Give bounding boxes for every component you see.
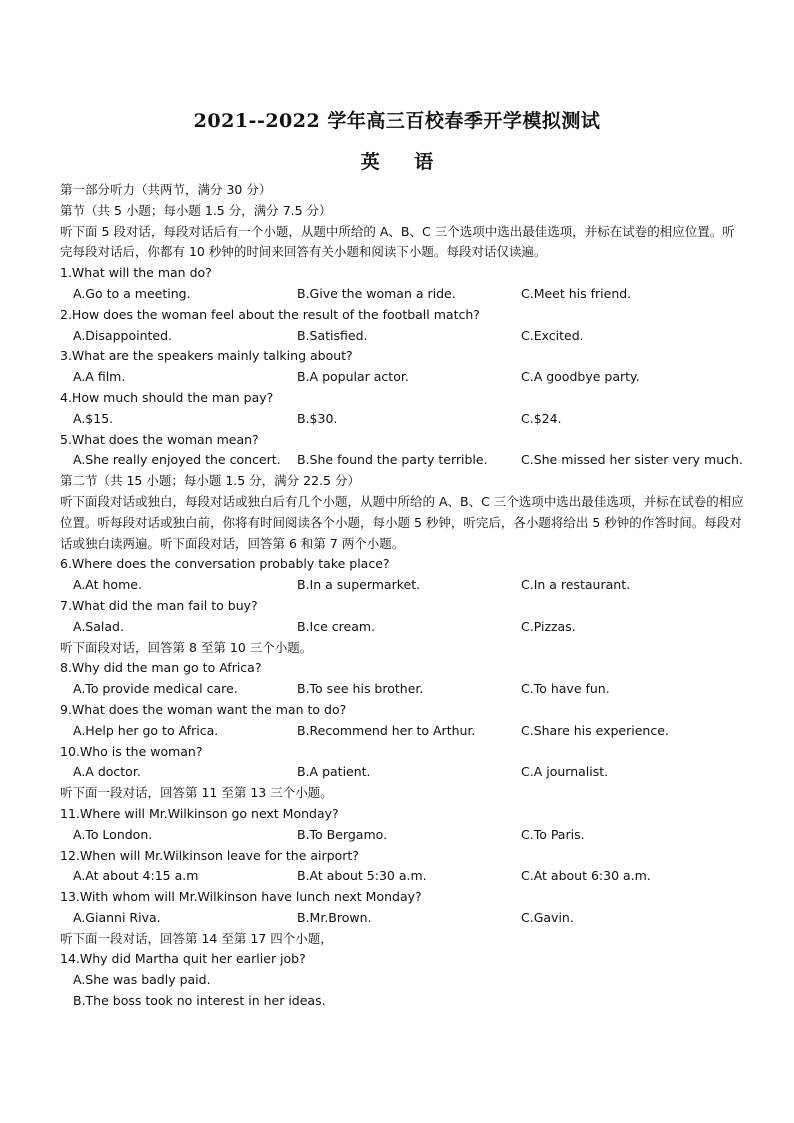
question-14: 14.Why did Martha quit her earlier job?	[60, 951, 306, 967]
option-b: B.Recommend her to Arthur.	[297, 722, 476, 738]
section2-heading: 第二节（共 15 小题；每小题 1.5 分，满分 22.5 分）	[60, 473, 360, 489]
option-b: B.To Bergamo.	[297, 826, 388, 842]
options-9	[60, 721, 746, 742]
section2-instructions: 听下面段对话或独白，每段对话或独白后有几个小题，从题中所给的 A、B、C 三个选项中选出最佳选项，并标在试卷的相应位置。听每段对话或独白前，你将有时间阅读各个小题，每小题 5 秒钟，听完后，各小题将给出 5 秒钟的作答时间。每段对话或独白读两遍。听下面段对话，回答第 6 和第 7 两个小题。	[60, 493, 744, 551]
option-b: B.A popular actor.	[297, 369, 409, 385]
option-c: C.To Paris.	[521, 826, 585, 842]
option-b: B.Give the woman a ride.	[297, 285, 456, 301]
option-c: C.$24.	[521, 410, 562, 426]
question-5: 5.What does the woman mean?	[60, 431, 259, 447]
option-c: C.A journalist.	[521, 764, 609, 780]
question-13: 13.With whom will Mr.Wilkinson have lunch next Monday?	[60, 889, 422, 905]
options-6	[60, 575, 746, 596]
option-b: B.A patient.	[297, 764, 371, 780]
option-b: B.In a supermarket.	[297, 577, 421, 593]
option-a: A.Help her go to Africa.	[73, 722, 219, 738]
option-c: C.Excited.	[521, 327, 584, 343]
question-9: 9.What does the woman want the man to do?	[60, 701, 347, 717]
question-11: 11.Where will Mr.Wilkinson go next Monday?	[60, 805, 339, 821]
option-b: B.To see his brother.	[297, 681, 424, 697]
option-c: C.A goodbye party.	[521, 369, 640, 385]
option-a: A.Salad.	[73, 618, 124, 634]
options-5	[60, 450, 746, 471]
option-b: B.$30.	[297, 410, 338, 426]
option-b: B.The boss took no interest in her ideas.	[73, 993, 326, 1009]
option-b: B.At about 5:30 a.m.	[297, 868, 427, 884]
question-10: 10.Who is the woman?	[60, 743, 203, 759]
part1-heading: 第一部分听力（共两节，满分 30 分）	[60, 182, 272, 197]
options-4	[60, 409, 746, 430]
option-c: C.At about 6:30 a.m.	[521, 868, 651, 884]
option-b: B.Mr.Brown.	[297, 909, 372, 925]
option-b: B.Ice cream.	[297, 618, 376, 634]
option-a: A.Disappointed.	[73, 327, 172, 343]
options-12	[60, 866, 746, 887]
option-a: A.To provide medical care.	[73, 681, 238, 697]
exam-body	[60, 180, 746, 1012]
options-2	[60, 326, 746, 347]
option-c: C.Gavin.	[521, 909, 574, 925]
options-1	[60, 284, 746, 305]
option-a: A.$15.	[73, 410, 114, 426]
option-c: C.Pizzas.	[521, 618, 576, 634]
option-a: A.A film.	[73, 369, 126, 385]
option-b: B.Satisfied.	[297, 327, 368, 343]
option-a: A.To London.	[73, 826, 153, 842]
options-8	[60, 679, 746, 700]
exam-title: 2021--2022 学年高三百校春季开学模拟测试	[193, 110, 601, 132]
question-7: 7.What did the man fail to buy?	[60, 597, 258, 613]
section1-instructions: 听下面 5 段对话，每段对话后有一个小题，从题中所给的 A、B、C 三个选项中选出最佳选项，并标在试卷的相应位置。听完每段对话后，你都有 10 秒钟的时间来回答有关小题和阅读下小题。每段对话仅读遍。	[60, 223, 735, 260]
option-a: A.At home.	[73, 577, 142, 593]
question-4: 4.How much should the man pay?	[60, 389, 274, 405]
option-b: B.She found the party terrible.	[297, 452, 488, 468]
option-a: A.A doctor.	[73, 764, 141, 780]
option-c: C.Meet his friend.	[521, 285, 632, 301]
option-a: A.Gianni Riva.	[73, 909, 161, 925]
question-1: 1.What will the man do?	[60, 265, 212, 281]
option-a: A.She really enjoyed the concert.	[73, 452, 281, 468]
subject-title: 英 语	[360, 151, 448, 173]
options-3	[60, 367, 746, 388]
group-note-11-13: 听下面一段对话，回答第 11 至第 13 三个小题。	[60, 785, 333, 801]
options-7	[60, 617, 746, 638]
options-10	[60, 762, 746, 783]
option-c: C.In a restaurant.	[521, 577, 631, 593]
option-c: C.To have fun.	[521, 681, 610, 697]
option-c: C.Share his experience.	[521, 722, 669, 738]
section1-heading: 第节（共 5 小题；每小题 1.5 分，满分 7.5 分）	[60, 202, 332, 218]
question-2: 2.How does the woman feel about the result of the football match?	[60, 306, 480, 322]
question-3: 3.What are the speakers mainly talking about?	[60, 348, 353, 364]
option-c: C.She missed her sister very much.	[521, 452, 743, 468]
question-6: 6.Where does the conversation probably take place?	[60, 556, 390, 572]
options-13	[60, 908, 746, 929]
option-a: A.Go to a meeting.	[73, 285, 191, 301]
question-12: 12.When will Mr.Wilkinson leave for the airport?	[60, 847, 359, 863]
options-11	[60, 825, 746, 846]
option-a: A.At about 4:15 a.m	[73, 868, 199, 884]
group-note-14-17: 听下面一段对话，回答第 14 至第 17 四个小题，	[60, 930, 333, 946]
group-note-8-10: 听下面段对话，回答第 8 至第 10 三个小题。	[60, 639, 313, 655]
question-8: 8.Why did the man go to Africa?	[60, 660, 262, 676]
option-a: A.She was badly paid.	[73, 972, 211, 988]
